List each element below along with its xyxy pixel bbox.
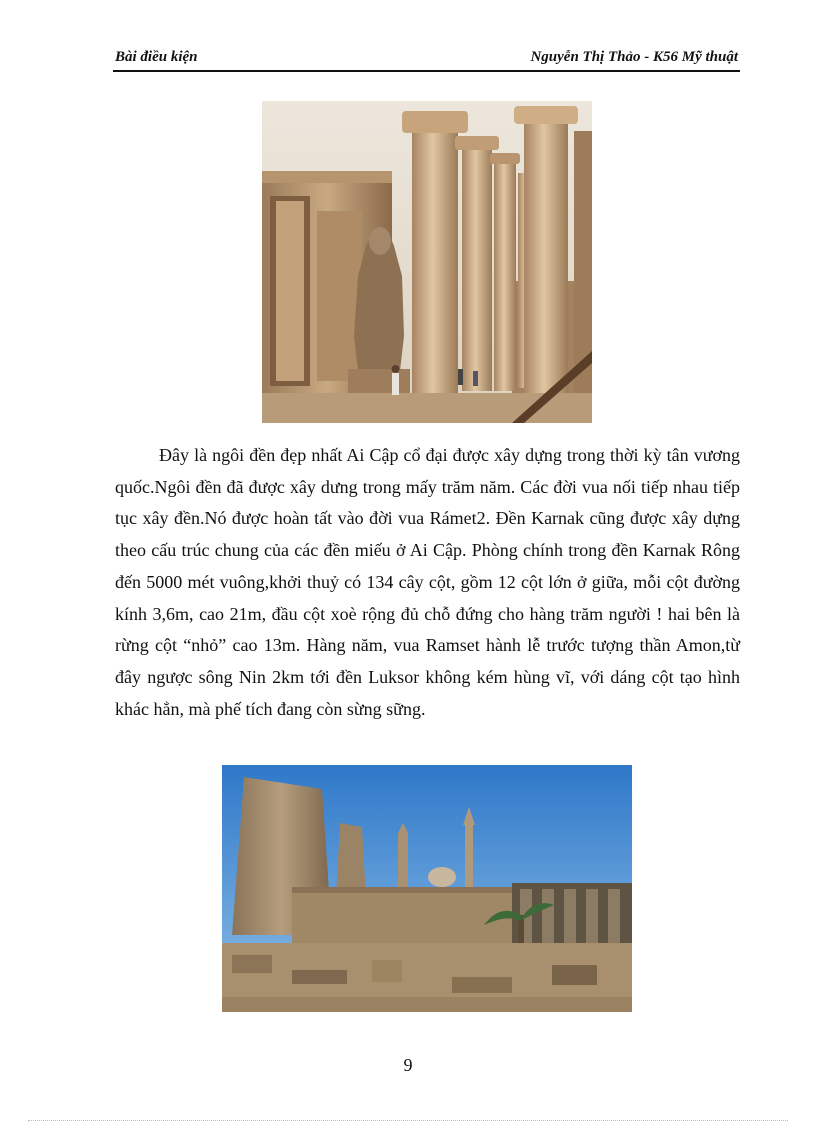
page-header	[113, 49, 740, 71]
header-rule	[113, 70, 740, 72]
header-right-author: Nguyễn Thị Thảo - K56 Mỹ thuật	[530, 49, 738, 65]
body-paragraph: Đây là ngôi đền đẹp nhất Ai Cập cổ đại được xây dựng trong thời kỳ tân vương quốc.Ngôi đền đã được xây dưng trong mấy trăm năm. Các đời vua nối tiếp nhau tiếp tục xây đền.Nó được hoàn tất vào đời vua Rámet2. Đền Karnak cũng được xây dựng theo cấu trúc chung của các đền miếu ở Ai Cập. Phòng chính trong đền Karnak Rông đến 5000 mét vuông,khởi thuỷ có 134 cây cột, gồm 12 cột lớn ở giữa, mỗi cột đường kính 3,6m, cao 21m, đầu cột xoè rộng đủ chỗ đứng cho hàng trăm người ! hai bên là rừng cột “nhỏ” cao 13m. Hàng năm, vua Ramset hành lễ trước tượng thần Amon,từ đây ngược sông Nin 2km tới đền Luksor không kém hùng vĩ, với dáng cột tạo hình khác hẳn, mà phế tích đang còn sừng sững.	[115, 445, 740, 719]
page-number: 9	[403, 1055, 413, 1075]
header-left-title: Bài điều kiện	[115, 49, 198, 65]
temple-columns-photo	[262, 101, 592, 423]
temple-pylon-photo	[222, 765, 632, 1012]
body-paragraph-block	[115, 440, 740, 725]
page-bottom-divider	[28, 1120, 788, 1121]
